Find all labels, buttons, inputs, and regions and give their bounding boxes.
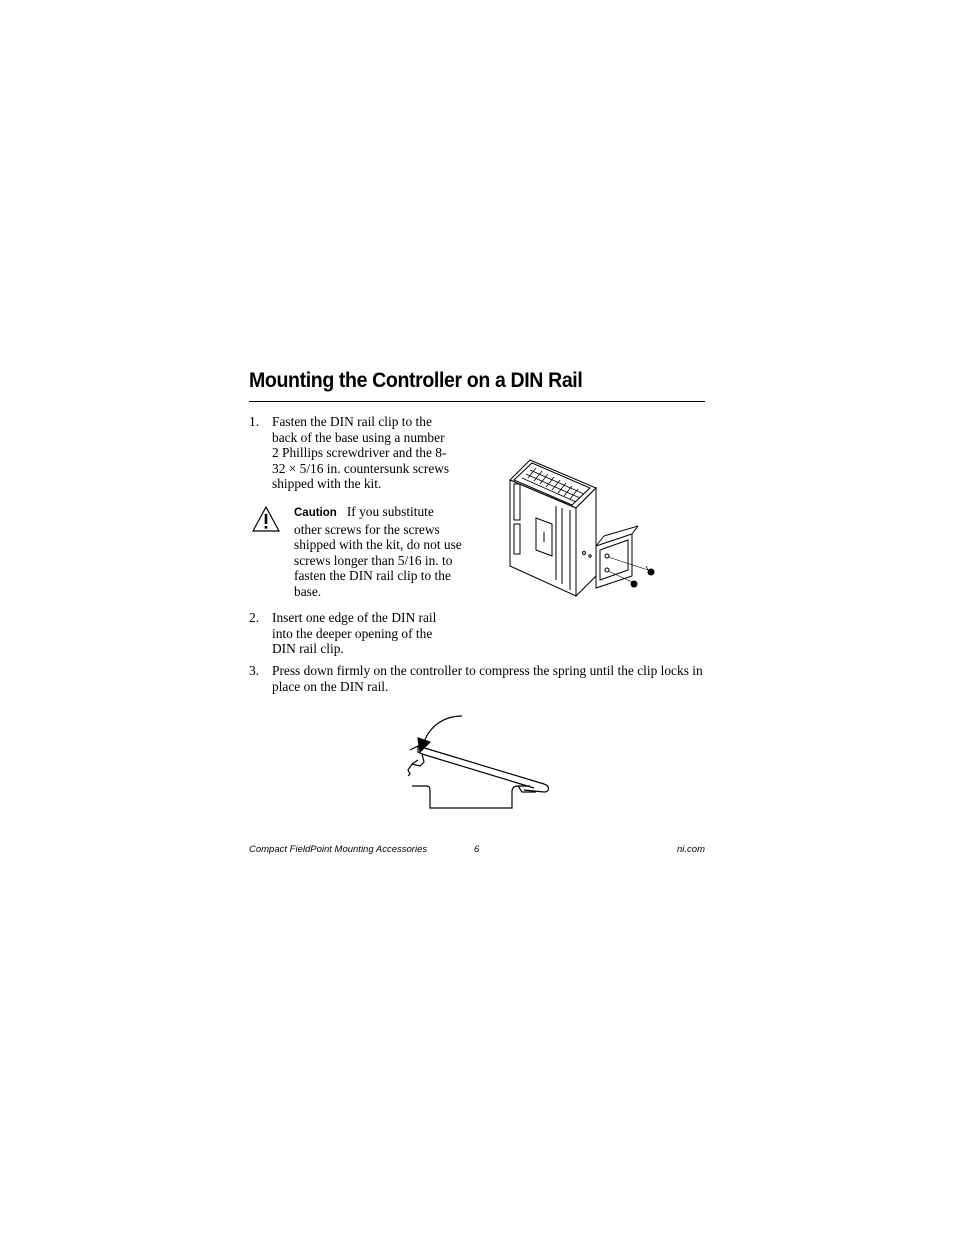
caution-label: Caution xyxy=(294,507,337,519)
footer-page-number: 6 xyxy=(474,844,480,855)
step-number: 3. xyxy=(249,663,260,678)
footer-manual-title: Compact FieldPoint Mounting Accessories xyxy=(249,844,428,855)
step-text: Fasten the DIN rail clip to the back of the base using a number 2 Phillips screwdriver and the 8-32 × 5/16 in. countersunk screws shipped with the kit. xyxy=(272,414,450,491)
step-number: 1. xyxy=(249,414,260,429)
title-rule xyxy=(249,401,705,402)
caution-note xyxy=(294,504,464,599)
caution-icon xyxy=(252,506,280,532)
step-number: 2. xyxy=(249,610,260,625)
footer-website: ni.com xyxy=(677,844,705,855)
controller-din-clip-illustration xyxy=(500,458,660,600)
caution-text: If you substitute other screws for the screws shipped with the kit, do not use screws longer than 5/16 in. to fasten the DIN rail clip to the base. xyxy=(294,504,462,599)
step-text: Insert one edge of the DIN rail into the deeper opening of the DIN rail clip. xyxy=(272,610,437,656)
din-rail-clip-side-illustration xyxy=(404,712,552,810)
step-text: Press down firmly on the controller to compress the spring until the clip locks in place on the DIN rail. xyxy=(272,663,703,694)
section-title: Mounting the Controller on a DIN Rail xyxy=(249,369,583,392)
